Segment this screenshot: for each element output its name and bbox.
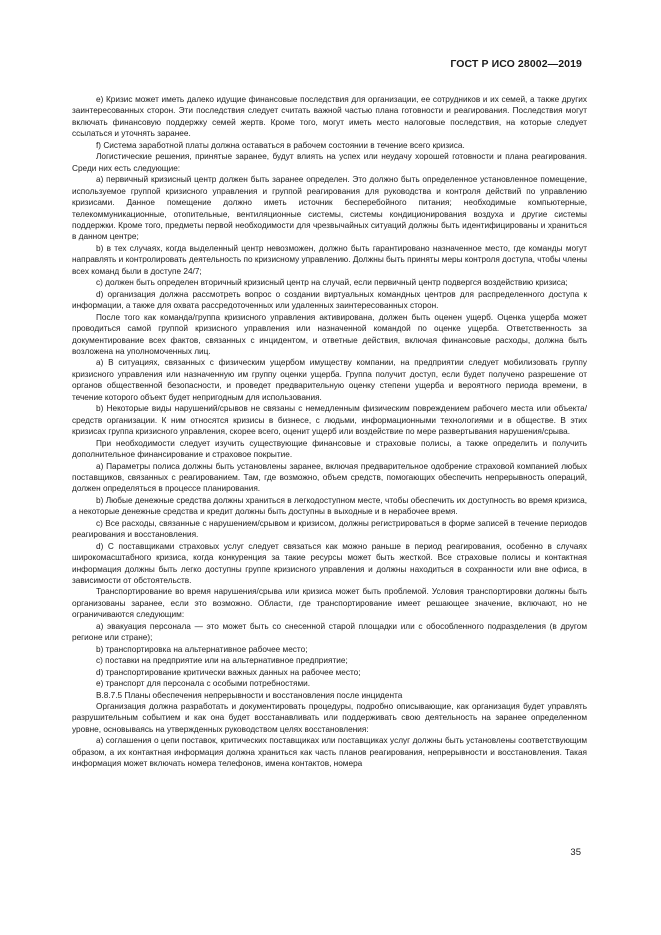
paragraph: а) Параметры полиса должны быть установлены заранее, включая предварительное одобрение страховой компанией любых поставщиков, связанных с реагированием. Там, где возможно, объем средств, помогающих обеспечить непрерывность операций, должен определяться в процессе планирования.	[72, 461, 587, 494]
paragraph: с) Все расходы, связанные с нарушением/срывом и кризисом, должны регистрироваться в форме записей в течение периодов реагирования и восстановления.	[72, 518, 587, 540]
paragraph: b) Любые денежные средства должны храниться в легкодоступном месте, чтобы обеспечить их доступность во время кризиса, а некоторые денежные средства и кредит должны быть доступны в выходные и в нерабочее время.	[72, 495, 587, 517]
paragraph: с) должен быть определен вторичный кризисный центр на случай, если первичный центр подвергся воздействию кризиса;	[96, 278, 568, 288]
paragraph: Логистические решения, принятые заранее, будут влиять на успех или неудачу хорошей готовности и плана реагирования. Среди них есть следующие:	[72, 152, 587, 173]
paragraph: а) В ситуациях, связанных с физическим ущербом имуществу компании, на предприятии следует мобилизовать группу кризисного управления или назначенную им группу оценки ущерба. Группа получит доступ, если будет получено разрешение от органов общественной безопасности, и проведет предварительную оценку степени ущерба и вероятного периода времени, в течение которого объект будет непригодным для использования.	[72, 358, 587, 402]
document-body	[72, 94, 587, 770]
paragraph: а) эвакуация персонала — это может быть со снесенной старой площадки или с обособленного подразделения (в другом регионе или стране);	[72, 621, 587, 643]
paragraph: Транспортирование во время нарушения/срыва или кризиса может быть проблемой. Условия транспортировки должны быть организованы заранее, если это возможно. Области, где транспортирование имеет решающее значение, включают, но не ограничиваются следующим:	[72, 587, 587, 620]
paragraph: f) Система заработной платы должна оставаться в рабочем состоянии в течение всего кризиса.	[96, 140, 465, 150]
paragraph: е) Кризис может иметь далеко идущие финансовые последствия для организации, ее сотрудников и их семей, а также других заинтересованных сторон. Эти последствия следует считать важной частью плана готовности и реагирования. Последствия могут включать финансовую поддержку семей жертв. Кроме того, могут иметь место налоговые последствия, на которые следует ссылаться и уточнять заранее.	[72, 95, 587, 139]
paragraph: d) организация должна рассмотреть вопрос о создании виртуальных командных центров для распределенного доступа к информации, а также для охвата рассредоточенных или удаленных заинтересованных сторон.	[72, 289, 587, 311]
paragraph: b) Некоторые виды нарушений/срывов не связаны с немедленным физическим повреждением рабочего места или объекта/средств организации. К ним относятся кризисы в бизнесе, с людьми, информационными технологиями и в обществе. В этих кризисах группа кризисного управления, скорее всего, оценит ущерб или воздействие по мере развертывания нарушения/срыва.	[72, 404, 587, 437]
paragraph: b) транспортировка на альтернативное рабочее место;	[96, 644, 308, 654]
paragraph: d) С поставщиками страховых услуг следует связаться как можно раньше в период реагирования, особенно в случаях широкомасштабного кризиса, когда конкуренция за такие ресурсы может быть жесткой. Все страховые полисы и контактная информация должны быть легко доступны группе кризисного управления и должны находиться в сохранности или вне офиса, в зависимости от обстоятельств.	[72, 541, 587, 586]
document-standard-header: ГОСТ Р ИСО 28002—2019	[450, 58, 582, 70]
paragraph: d) транспортирование критически важных данных на рабочее место;	[96, 667, 361, 677]
paragraph: Организация должна разработать и документировать процедуры, подробно описывающие, как организация будет управлять разрушительным событием и как она будет восстанавливать или поддерживать свою деятельность на заранее определенном уровне, основываясь на утвержденных руководством целях восстановления:	[72, 702, 587, 734]
paragraph: с) поставки на предприятие или на альтернативное предприятие;	[96, 656, 348, 666]
paragraph: а) первичный кризисный центр должен быть заранее определен. Это должно быть определенное установленное помещение, используемое группой кризисного управления и группой реагирования для руководства и контроля действий по управлению кризисами. Данное помещение должно иметь источник бесперебойного питания; необходимые компьютерные, телекоммуникационные, отопительные, вентиляционные системы, системы кондиционирования воздуха и другие системы поддержки. Кроме того, предметы первой необходимости для чрезвычайных ситуаций должны быть идентифицированы и храниться в данном центре;	[72, 175, 587, 242]
paragraph: После того как команда/группа кризисного управления активирована, должен быть оценен ущерб. Оценка ущерба может проводиться самой группой кризисного управления или назначенной командой по оценке ущерба. Ответственность за документирование всех фактов, связанных с инцидентом, и ответные действия, включая финансовые расходы, должна быть возложена на уполномоченных лиц.	[72, 312, 587, 356]
paragraph: е) транспорт для персонала с особыми потребностями.	[96, 679, 311, 689]
paragraph: При необходимости следует изучить существующие финансовые и страховые полисы, а также определить и получить дополнительное финансирование и страховое покрытие.	[72, 438, 587, 460]
paragraph: b) в тех случаях, когда выделенный центр невозможен, должно быть гарантировано назначенное место, где команды могут направлять и контролировать деятельность по кризисному управлению. Должны быть приняты меры контроля доступа, чтобы члены всех команд были в доступе 24/7;	[72, 243, 587, 276]
section-heading: В.8.7.5 Планы обеспечения непрерывности и восстановления после инцидента	[96, 690, 403, 700]
paragraph: а) соглашения о цепи поставок, критических поставщиках или поставщиках услуг должны быть установлены соответствующим образом, а их контактная информация должна храниться как часть планов реагирования, непрерывности и восстановления. Такая информация может включать номера телефонов, имена контактов, номера	[72, 736, 587, 769]
page-number: 35	[570, 847, 581, 858]
